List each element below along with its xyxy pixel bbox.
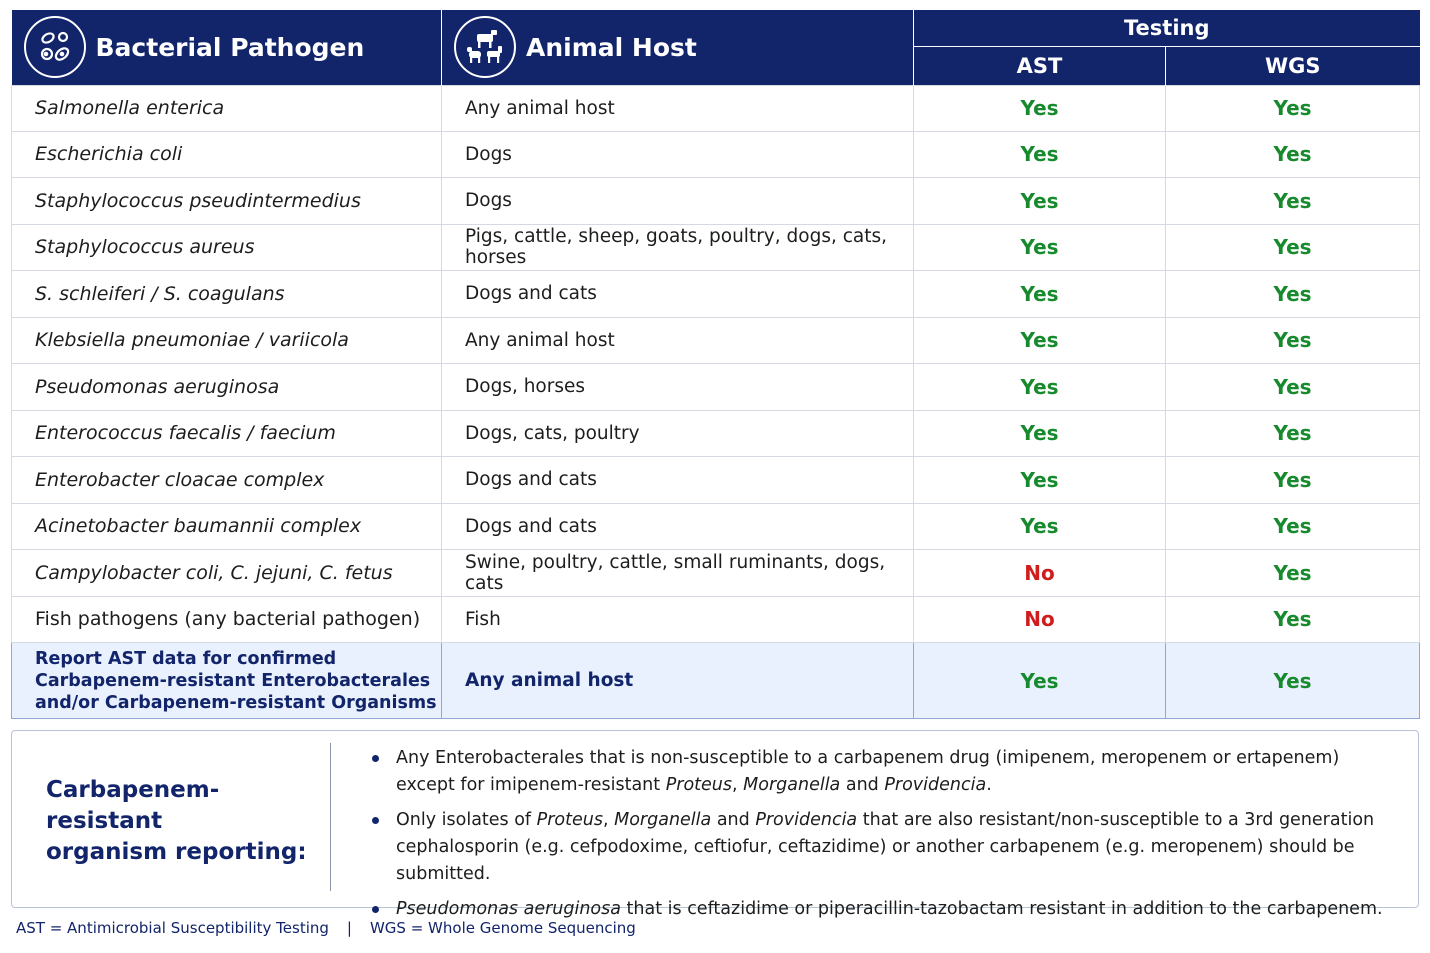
pathogen-cell: Fish pathogens (any bacterial pathogen) — [12, 596, 442, 643]
highlight-wgs: Yes — [1166, 643, 1420, 719]
ast-cell: No — [914, 596, 1166, 643]
host-cell: Any animal host — [442, 85, 914, 131]
ast-cell: No — [914, 550, 1166, 597]
text: , — [602, 810, 615, 830]
wgs-cell: Yes — [1166, 503, 1420, 550]
ast-cell: Yes — [914, 317, 1166, 364]
table-row — [12, 503, 1420, 550]
list-item — [370, 807, 1390, 888]
footer-legend — [16, 919, 636, 937]
host-cell: Dogs and cats — [442, 457, 914, 504]
pathogen-cell: Campylobacter coli, C. jejuni, C. fetus — [12, 550, 442, 597]
table-row — [12, 596, 1420, 643]
header-wgs: WGS — [1166, 46, 1420, 85]
pathogen-cell: S. schleiferi / S. coagulans — [12, 271, 442, 318]
text: Proteus — [665, 775, 732, 795]
highlight-label — [12, 643, 442, 719]
ast-cell: Yes — [914, 503, 1166, 550]
table-row — [12, 224, 1420, 271]
host-cell: Dogs, cats, poultry — [442, 410, 914, 457]
animals-icon — [454, 16, 516, 78]
highlight-line-1: Report AST data for confirmed — [35, 648, 337, 669]
text: , — [732, 775, 744, 795]
wgs-cell: Yes — [1166, 550, 1420, 597]
wgs-cell: Yes — [1166, 85, 1420, 131]
text: Providencia — [755, 810, 858, 830]
pathogen-cell: Enterococcus faecalis / faecium — [12, 410, 442, 457]
ast-cell: Yes — [914, 364, 1166, 411]
cro-title-line-2: organism reporting: — [46, 839, 307, 865]
highlight-line-3: and/or Carbapenem-resistant Organisms — [35, 692, 437, 713]
pathogen-cell: Staphylococcus pseudintermedius — [12, 178, 442, 225]
host-cell: Dogs and cats — [442, 503, 914, 550]
host-cell: Any animal host — [442, 317, 914, 364]
text: . — [986, 775, 992, 795]
ast-cell: Yes — [914, 271, 1166, 318]
text: Any Enterobacterales that is non-susceptible to a carbapenem drug (imipenem, meropenem or ertapenem) except for imipenem-resistant — [396, 748, 1340, 795]
text: Pseudomonas aeruginosa — [396, 899, 621, 919]
table-row — [12, 271, 1420, 318]
header-pathogen — [12, 10, 442, 85]
ast-definition: AST = Antimicrobial Susceptibility Testing — [16, 919, 329, 937]
pathogen-cell: Escherichia coli — [12, 131, 442, 178]
header-host-label: Animal Host — [526, 32, 697, 62]
wgs-cell: Yes — [1166, 457, 1420, 504]
header-host — [442, 10, 914, 85]
host-cell: Dogs, horses — [442, 364, 914, 411]
table-row — [12, 364, 1420, 411]
pathogen-testing-table — [11, 10, 1420, 719]
wgs-cell: Yes — [1166, 364, 1420, 411]
highlight-line-2: Carbapenem-resistant Enterobacterales — [35, 670, 431, 691]
ast-cell: Yes — [914, 224, 1166, 271]
wgs-cell: Yes — [1166, 317, 1420, 364]
cro-title-line-1: Carbapenem-resistant — [46, 777, 220, 834]
table-row — [12, 550, 1420, 597]
wgs-cell: Yes — [1166, 131, 1420, 178]
ast-cell: Yes — [914, 457, 1166, 504]
host-cell: Dogs — [442, 131, 914, 178]
list-item — [370, 745, 1390, 799]
wgs-cell: Yes — [1166, 271, 1420, 318]
table-row — [12, 85, 1420, 131]
wgs-cell: Yes — [1166, 410, 1420, 457]
pathogen-cell: Acinetobacter baumannii complex — [12, 503, 442, 550]
highlight-row — [12, 643, 1420, 719]
bacteria-icon — [24, 16, 86, 78]
text: Morganella — [614, 810, 712, 830]
header-testing: Testing — [914, 10, 1420, 46]
pathogen-cell: Pseudomonas aeruginosa — [12, 364, 442, 411]
text: Providencia — [884, 775, 987, 795]
text: and — [840, 775, 885, 795]
table-row — [12, 410, 1420, 457]
header-pathogen-label: Bacterial Pathogen — [95, 32, 365, 62]
highlight-host: Any animal host — [442, 643, 914, 719]
separator: | — [346, 919, 352, 937]
host-cell: Fish — [442, 596, 914, 643]
table-row — [12, 317, 1420, 364]
text: and — [711, 810, 756, 830]
pathogen-cell: Enterobacter cloacae complex — [12, 457, 442, 504]
text: Proteus — [536, 810, 603, 830]
host-cell: Pigs, cattle, sheep, goats, poultry, dogs, cats, horses — [442, 224, 914, 271]
host-cell: Dogs — [442, 178, 914, 225]
wgs-cell: Yes — [1166, 596, 1420, 643]
text: that are also resistant/non-susceptible to a 3rd generation cephalosporin (e.g. cefpodoxime, ceftiofur, ceftazidime) or another carbapenem (e.g. meropenem) should be submitted. — [396, 810, 1375, 884]
table-row — [12, 457, 1420, 504]
ast-cell: Yes — [914, 178, 1166, 225]
host-cell: Dogs and cats — [442, 271, 914, 318]
wgs-cell: Yes — [1166, 224, 1420, 271]
table-row — [12, 131, 1420, 178]
ast-cell: Yes — [914, 131, 1166, 178]
divider — [330, 743, 331, 891]
pathogen-cell: Salmonella enterica — [12, 85, 442, 131]
host-cell: Swine, poultry, cattle, small ruminants, dogs, cats — [442, 550, 914, 597]
text: Only isolates of — [396, 810, 537, 830]
ast-cell: Yes — [914, 85, 1166, 131]
cro-reporting-box — [11, 730, 1419, 919]
wgs-cell: Yes — [1166, 178, 1420, 225]
text: Morganella — [743, 775, 841, 795]
cro-title — [46, 775, 316, 868]
wgs-definition: WGS = Whole Genome Sequencing — [369, 919, 636, 937]
cro-criteria-list — [370, 745, 1390, 931]
ast-cell: Yes — [914, 410, 1166, 457]
highlight-ast: Yes — [914, 643, 1166, 719]
pathogen-cell: Staphylococcus aureus — [12, 224, 442, 271]
table-row — [12, 178, 1420, 225]
header-ast: AST — [914, 46, 1166, 85]
pathogen-cell: Klebsiella pneumoniae / variicola — [12, 317, 442, 364]
text: that is ceftazidime or piperacillin-tazobactam resistant in addition to the carbapenem. — [620, 899, 1383, 919]
